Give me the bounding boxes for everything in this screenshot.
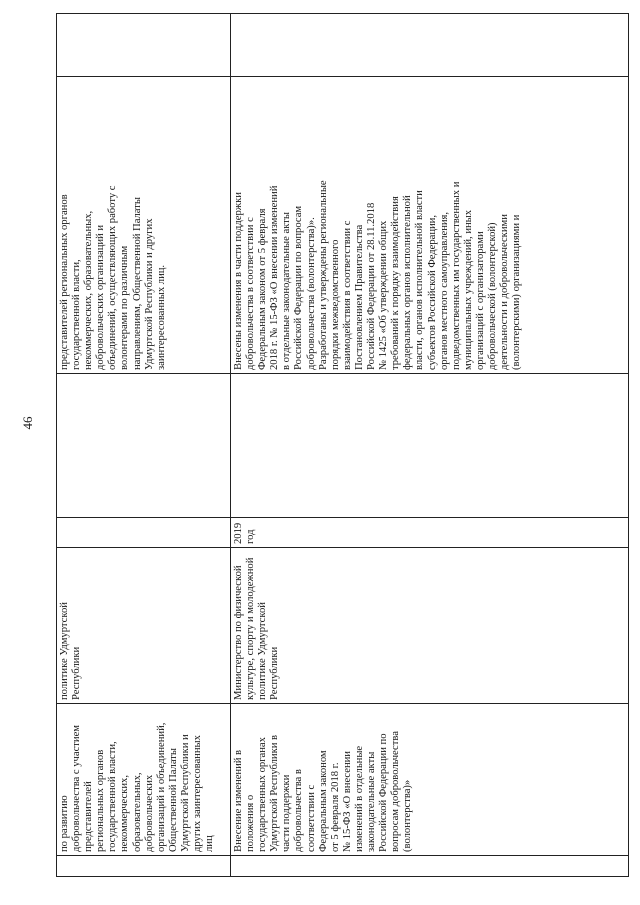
note-cell — [57, 14, 231, 77]
result-cell: Внесены изменения в части поддержки добровольчества в соответствии с Федеральным законом от 5 февраля 2018 г. № 15-ФЗ «О внесении изменений в отдельные законодательные акты Российской Федерации по вопросам добровольчества (волонтерства)». Разработаны и утверждены региональные порядки межведомственного взаимодействия в соответствии с Постановлением Правительства Российской Федерации от 28.11.2018 № 1425 «Об утверждении общих требований к порядку взаимодействия федеральных органов исполнительной власти, органов исполнительной власти субъектов Российской Федерации, органов местного самоуправления, подведомственных им государственных и муниципальных учреждений, иных организаций с организаторами добровольческой (волонтерской) деятельности и добровольческими (волонтерскими) организациями и — [231, 77, 629, 374]
deadline-cell: 2019 год — [231, 518, 629, 548]
number-cell — [231, 856, 629, 877]
table-row — [57, 14, 231, 877]
measures-table — [56, 13, 629, 877]
executor-cell: Министерство по физической культуре, спорту и молодежной политике Удмуртской Республики — [231, 548, 629, 704]
table-row — [231, 14, 629, 877]
deadline-cell — [57, 518, 231, 548]
executor-cell: политике Удмуртской Республики — [57, 548, 231, 704]
doc-type-cell — [57, 374, 231, 518]
number-cell — [57, 856, 231, 877]
doc-type-cell — [231, 374, 629, 518]
result-cell: представителей региональных органов государственной власти, некоммерческих, образовательных, добровольческих организаций и объединений, осуществляющих работу с волонтерами по различным направлениям, Общественной Палаты Удмуртской Республики и других заинтересованных лиц. — [57, 77, 231, 374]
measure-cell: по развитию добровольчества с участием представителей региональных органов государственной власти, некоммерческих, образовательных, добровольческих организаций и объединений, Общественной Палаты Удмуртской Республики и других заинтересованных лиц — [57, 704, 231, 856]
note-cell — [231, 14, 629, 77]
measure-cell: Внесение изменений в положения о государственных органах Удмуртской Республики в части поддержки добровольчества в соответствии с Федеральным законом от 5 февраля 2018 г. № 15-ФЗ «О внесении изменений в отдельные законодательные акты Российской Федерации по вопросам добровольчества (волонтерства)» — [231, 704, 629, 856]
rotated-table-container — [56, 39, 626, 877]
page-number: 46 — [20, 416, 35, 430]
